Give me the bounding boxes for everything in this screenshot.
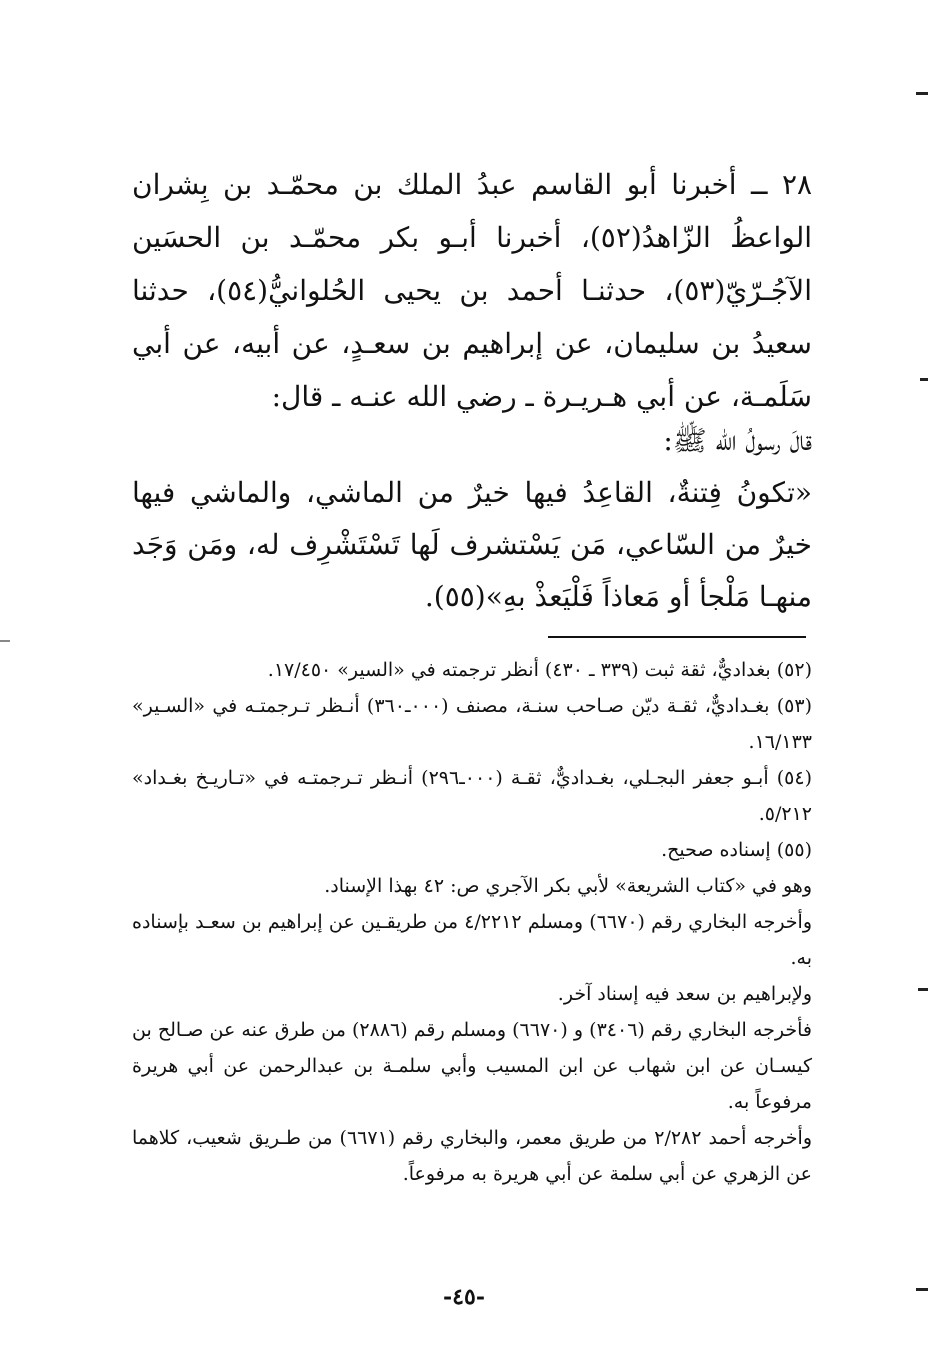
hadith-text: «تكونُ فِتنةٌ، القاعِدُ فيها خيرٌ من الماشي، والماشي فيها خيرٌ من السّاعي، مَن يَسْتشرف لَها تَسْتَشْرِف له، ومَن وَجَد منهـا مَلْجأ أو مَعاذاً فَلْيَعذْ بهِ»(٥٥). — [132, 476, 812, 613]
hadith-intro: قالَ رسولُ الله ﷺ: — [663, 424, 812, 457]
footnote-52: (٥٢) بغداديٌّ، ثقة ثبت (٣٣٩ ـ ٤٣٠) أنظر ترجمته في «السير» ١٧/٤٥٠. — [267, 659, 812, 681]
footnote-55-line-5: فأخرجه البخاري رقم (٣٤٠٦) و (٦٦٧٠) ومسلم رقم (٢٨٨٦) من طرق عنه عن صـالح بن كيسـان عن ابن شهاب عن ابن المسيب وأبي سلمـة بن عبدالرحمن عن أبي هريرة مرفوعاً به. — [132, 1019, 812, 1113]
footnotes-block — [132, 652, 812, 1192]
hadith-block — [132, 415, 812, 623]
page-number: -٤٥- — [443, 1284, 485, 1310]
footnote-55-line-4: ولإبراهيم بن سعد فيه إسناد آخر. — [557, 983, 812, 1005]
edge-mark — [916, 92, 928, 95]
hadith-chain-paragraph: ٢٨ ــ أخبرنا أبو القاسم عبدُ الملك بن محمّـد بن بِشران الواعظُ الزّاهدُ(٥٢)، أخبرنا أبـو بكر محمّـد بن الحسَين الآجُـرّيّ(٥٣)، حدثنـا أحمد بن يحيى الحُلوانيُّ(٥٤)، حدثنا سعيدُ بن سليمان، عن إبراهيم بن سعـدٍ، عن أبيه، عن أبي سَلَمـة، عن أبي هـريـرة ـ رضي الله عنـه ـ قال: — [132, 168, 813, 413]
footnote-55-line-3: وأخرجه البخاري رقم (٦٦٧٠) ومسلم ٤/٢٢١٢ من طريقـين عن إبراهيم بن سعـد بإسناده به. — [132, 911, 813, 969]
footnote-separator — [548, 636, 806, 638]
edge-mark — [918, 988, 928, 991]
footnote-55-line-6: وأخرجه أحمد ٢/٢٨٢ من طريق معمر، والبخاري رقم (٦٦٧١) من طـريق شعيب، كلاهما عن الزهري عن أبي سلمة عن أبي هريرة به مرفوعاً. — [132, 1127, 812, 1185]
edge-mark — [916, 1288, 928, 1291]
footnote-55: (٥٥) إسناده صحيح. — [661, 839, 812, 861]
main-paragraph-block — [132, 158, 812, 423]
footnote-55-line-2: وهو في «كتاب الشريعة» لأبي بكر الآجري ص: ٤٢ بهذا الإسناد. — [324, 875, 812, 897]
footnote-53: (٥٣) بغـداديٌّ، ثقـة ديّن صـاحب سنـة، مصنف (٠٠٠ـ٣٦٠) أنـظر تـرجمتـه في «السـير» ١٦/١٣٣. — [132, 695, 812, 753]
edge-mark — [0, 640, 10, 642]
edge-mark — [920, 378, 928, 381]
footnote-54: (٥٤) أبـو جعفر البجـلي، بغـداديٌّ، ثقـة (٠٠٠ـ٢٩٦) أنـظر تـرجمتـه في «تـاريـخ بغـداد» ٥/٢١٢. — [132, 767, 812, 825]
